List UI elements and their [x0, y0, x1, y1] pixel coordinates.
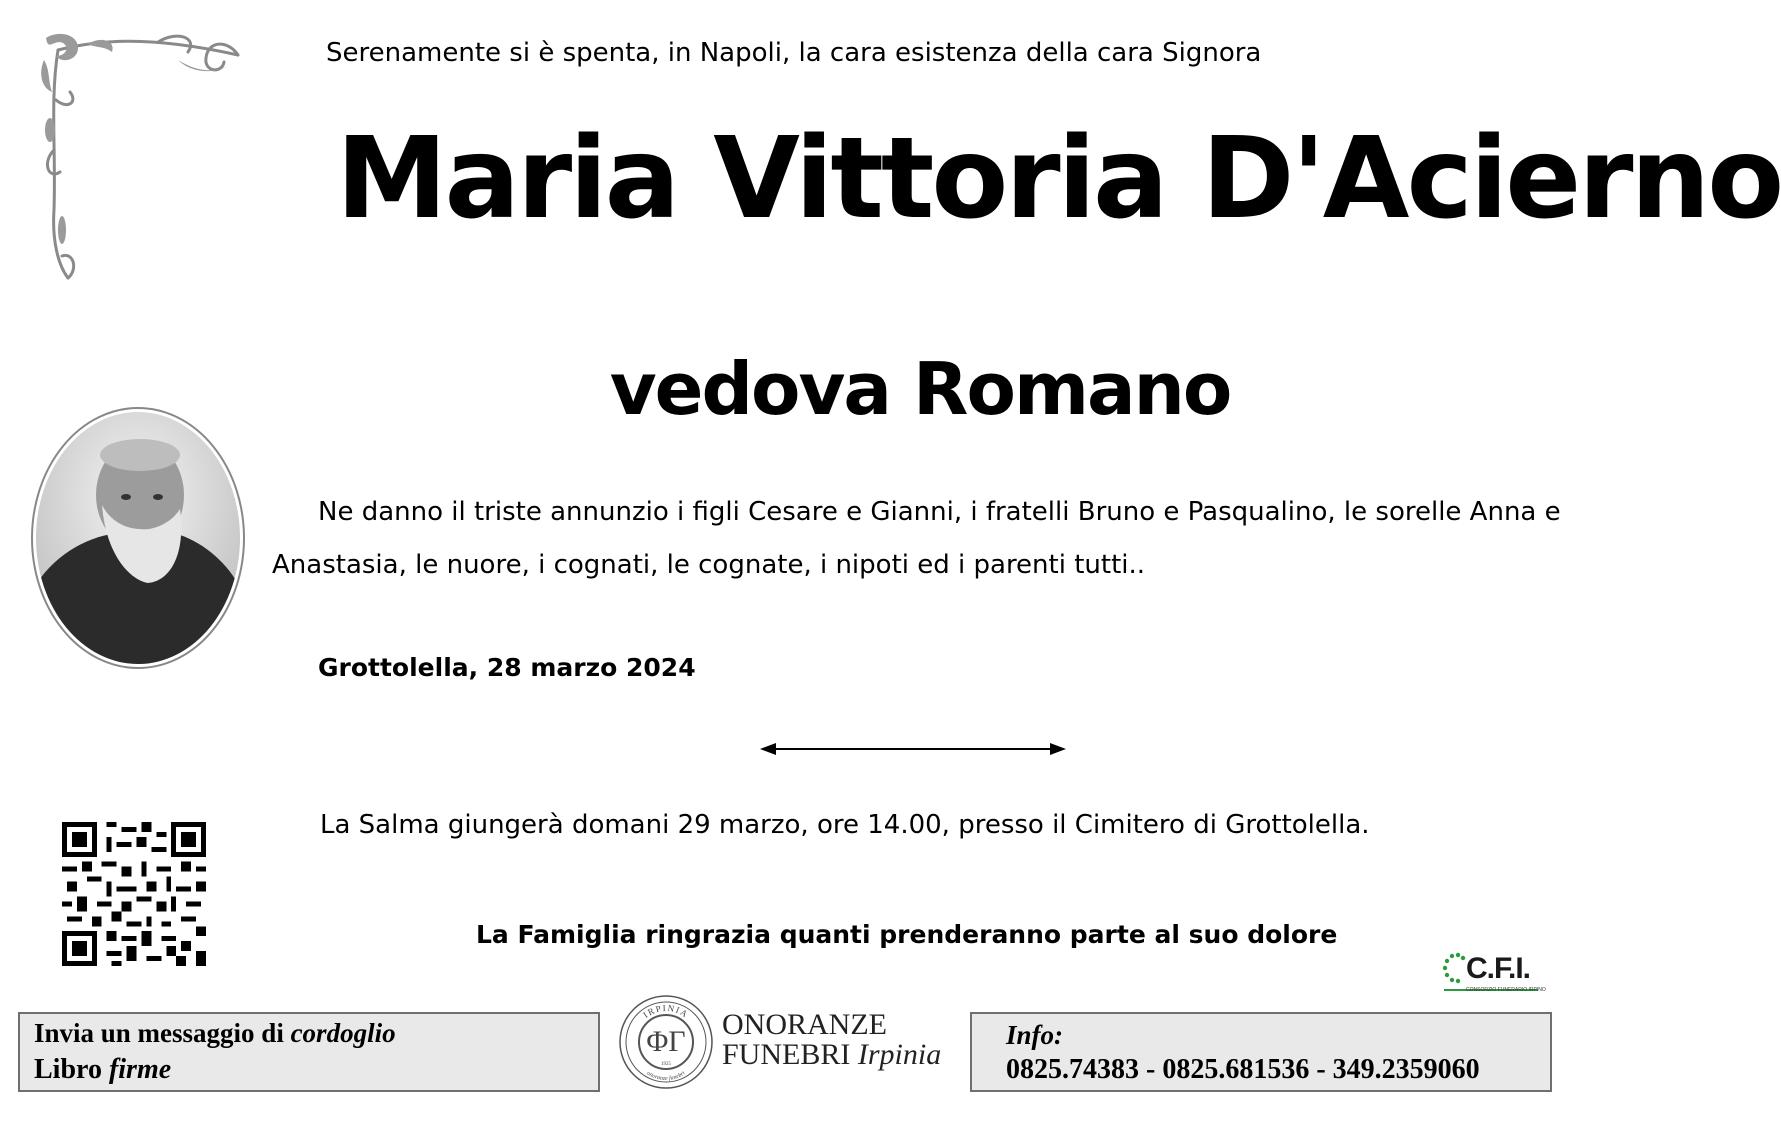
condolence-box[interactable] [18, 1012, 600, 1092]
info-label: Info: [1006, 1020, 1064, 1050]
svg-text:IRPINIA: IRPINIA [641, 1002, 691, 1020]
condolence-link[interactable]: Invia un messaggio di cordoglio [34, 1018, 396, 1048]
oval-portrait-photo [30, 405, 246, 671]
info-phones[interactable]: 0825.74383 - 0825.681536 - 349.2359060 [1006, 1054, 1480, 1085]
announcement-text: Ne danno il triste annunzio i figli Cesare e Gianni, i fratelli Bruno e Pasqualino, le sorelle Anna e Anastasia, le nuore, i cognati, le cognate, i nipoti ed i parenti tutti.. [272, 497, 1561, 580]
svg-text:onoranze funebri: onoranze funebri [645, 1070, 687, 1083]
qr-code-icon[interactable] [62, 822, 206, 966]
deceased-subtitle: vedova Romano [609, 347, 1231, 431]
place-date: Grottolella, 28 marzo 2024 [318, 653, 696, 682]
arrival-text: La Salma giungerà domani 29 marzo, ore 14.00, presso il Cimitero di Grottolella. [320, 810, 1370, 840]
cfi-logo-text: C.F.I. [1466, 952, 1531, 985]
thanks-text: La Famiglia ringrazia quanti prenderanno parte al suo dolore [476, 920, 1338, 949]
agency-name-line2: FUNEBRI Irpinia [722, 1038, 942, 1071]
svg-text:ΦΓ: ΦΓ [646, 1025, 686, 1058]
info-box [970, 1012, 1552, 1092]
guestbook-link[interactable]: Libro firme [34, 1054, 172, 1085]
agency-name-line1: ONORANZE [722, 1008, 887, 1041]
floral-corner-ornament-icon [38, 30, 248, 285]
intro-text: Serenamente si è spenta, in Napoli, la cara esistenza della cara Signora [326, 38, 1262, 68]
deceased-name: Maria Vittoria D'Acierno [336, 114, 1781, 244]
cfi-logo-subtext: CONSORZIO FUNERARIO IRPINO [1466, 987, 1546, 993]
svg-text:1925: 1925 [661, 1062, 671, 1067]
irpinia-seal-icon [617, 993, 715, 1091]
double-headed-arrow-icon [758, 738, 1068, 760]
